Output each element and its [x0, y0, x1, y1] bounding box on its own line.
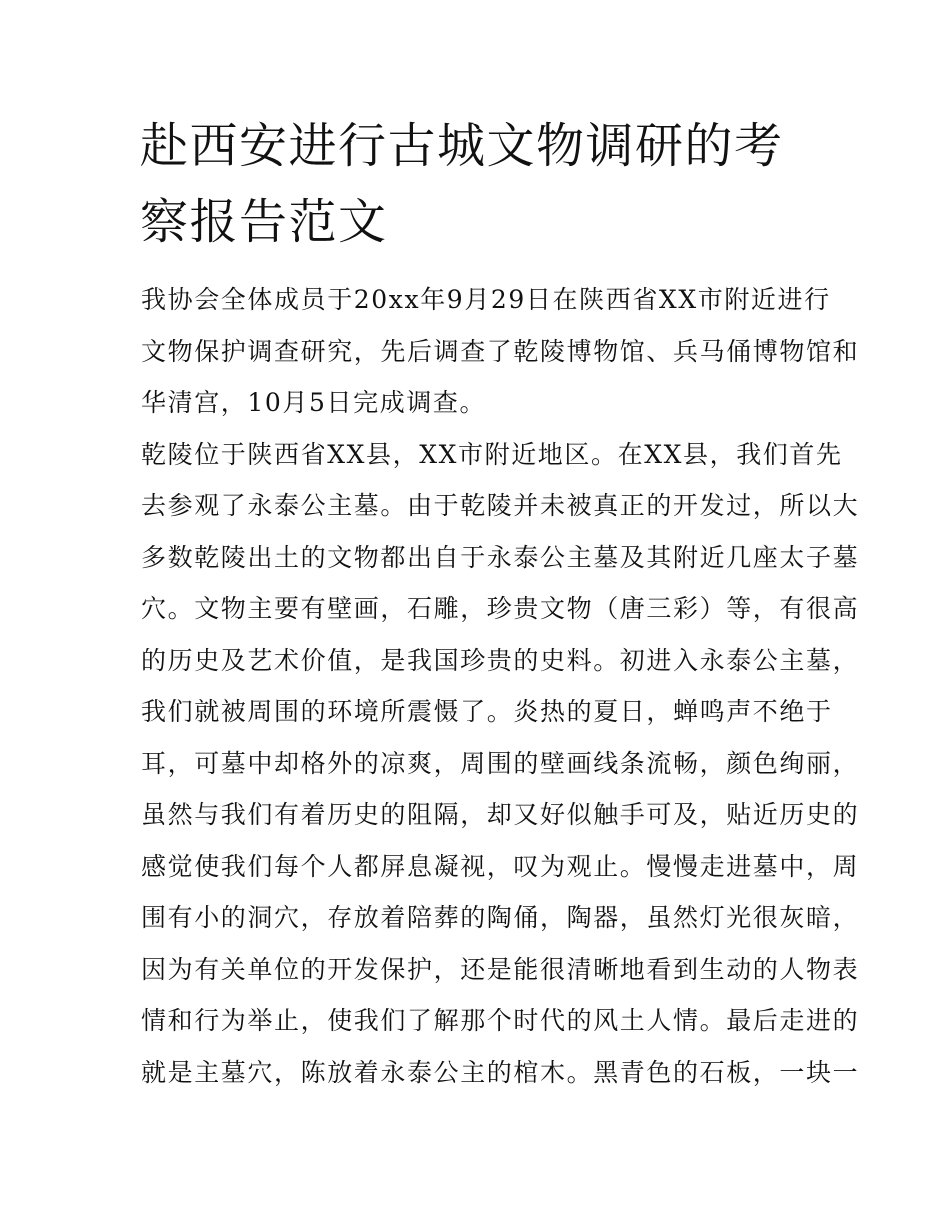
paragraph-2-line-10: 围有小的洞穴，存放着陪葬的陶俑，陶器，虽然灯光很灰暗，	[141, 903, 860, 932]
paragraph-2-line-4: 穴。文物主要有壁画，石雕，珍贵文物（唐三彩）等，有很高	[141, 594, 860, 623]
document-title-line-2: 察报告范文	[140, 194, 388, 250]
paragraph-2-line-3: 多数乾陵出土的文物都出自于永泰公主墓及其附近几座太子墓	[141, 543, 860, 572]
paragraph-2-line-8: 虽然与我们有着历史的阻隔，却又好似触手可及，贴近历史的	[141, 800, 860, 829]
paragraph-1-line-1: 我协会全体成员于20xx年9月29日在陕西省XX市附近进行	[141, 285, 831, 314]
paragraph-2-line-11: 因为有关单位的开发保护，还是能很清晰地看到生动的人物表	[141, 955, 860, 984]
paragraph-2-line-9: 感觉使我们每个人都屏息凝视，叹为观止。慢慢走进墓中，周	[141, 852, 860, 881]
document-title-line-1: 赴西安进行古城文物调研的考	[140, 118, 784, 174]
paragraph-2-line-1: 乾陵位于陕西省XX县，XX市附近地区。在XX县，我们首先	[141, 440, 843, 469]
paragraph-1-line-3: 华清宫，10月5日完成调查。	[141, 388, 487, 417]
paragraph-2-line-5: 的历史及艺术价值，是我国珍贵的史料。初进入永泰公主墓，	[141, 646, 860, 675]
paragraph-2-line-6: 我们就被周围的环境所震慑了。炎热的夏日，蝉鸣声不绝于	[141, 697, 833, 726]
paragraph-2-line-2: 去参观了永泰公主墓。由于乾陵并未被真正的开发过，所以大	[141, 491, 860, 520]
paragraph-2-line-13: 就是主墓穴，陈放着永泰公主的棺木。黑青色的石板，一块一	[141, 1058, 860, 1087]
paragraph-1-line-2: 文物保护调查研究，先后调查了乾陵博物馆、兵马俑博物馆和	[141, 337, 860, 366]
paragraph-2-line-7: 耳，可墓中却格外的凉爽，周围的壁画线条流畅，颜色绚丽，	[141, 749, 860, 778]
paragraph-2-line-12: 情和行为举止，使我们了解那个时代的风土人情。最后走进的	[141, 1006, 860, 1035]
